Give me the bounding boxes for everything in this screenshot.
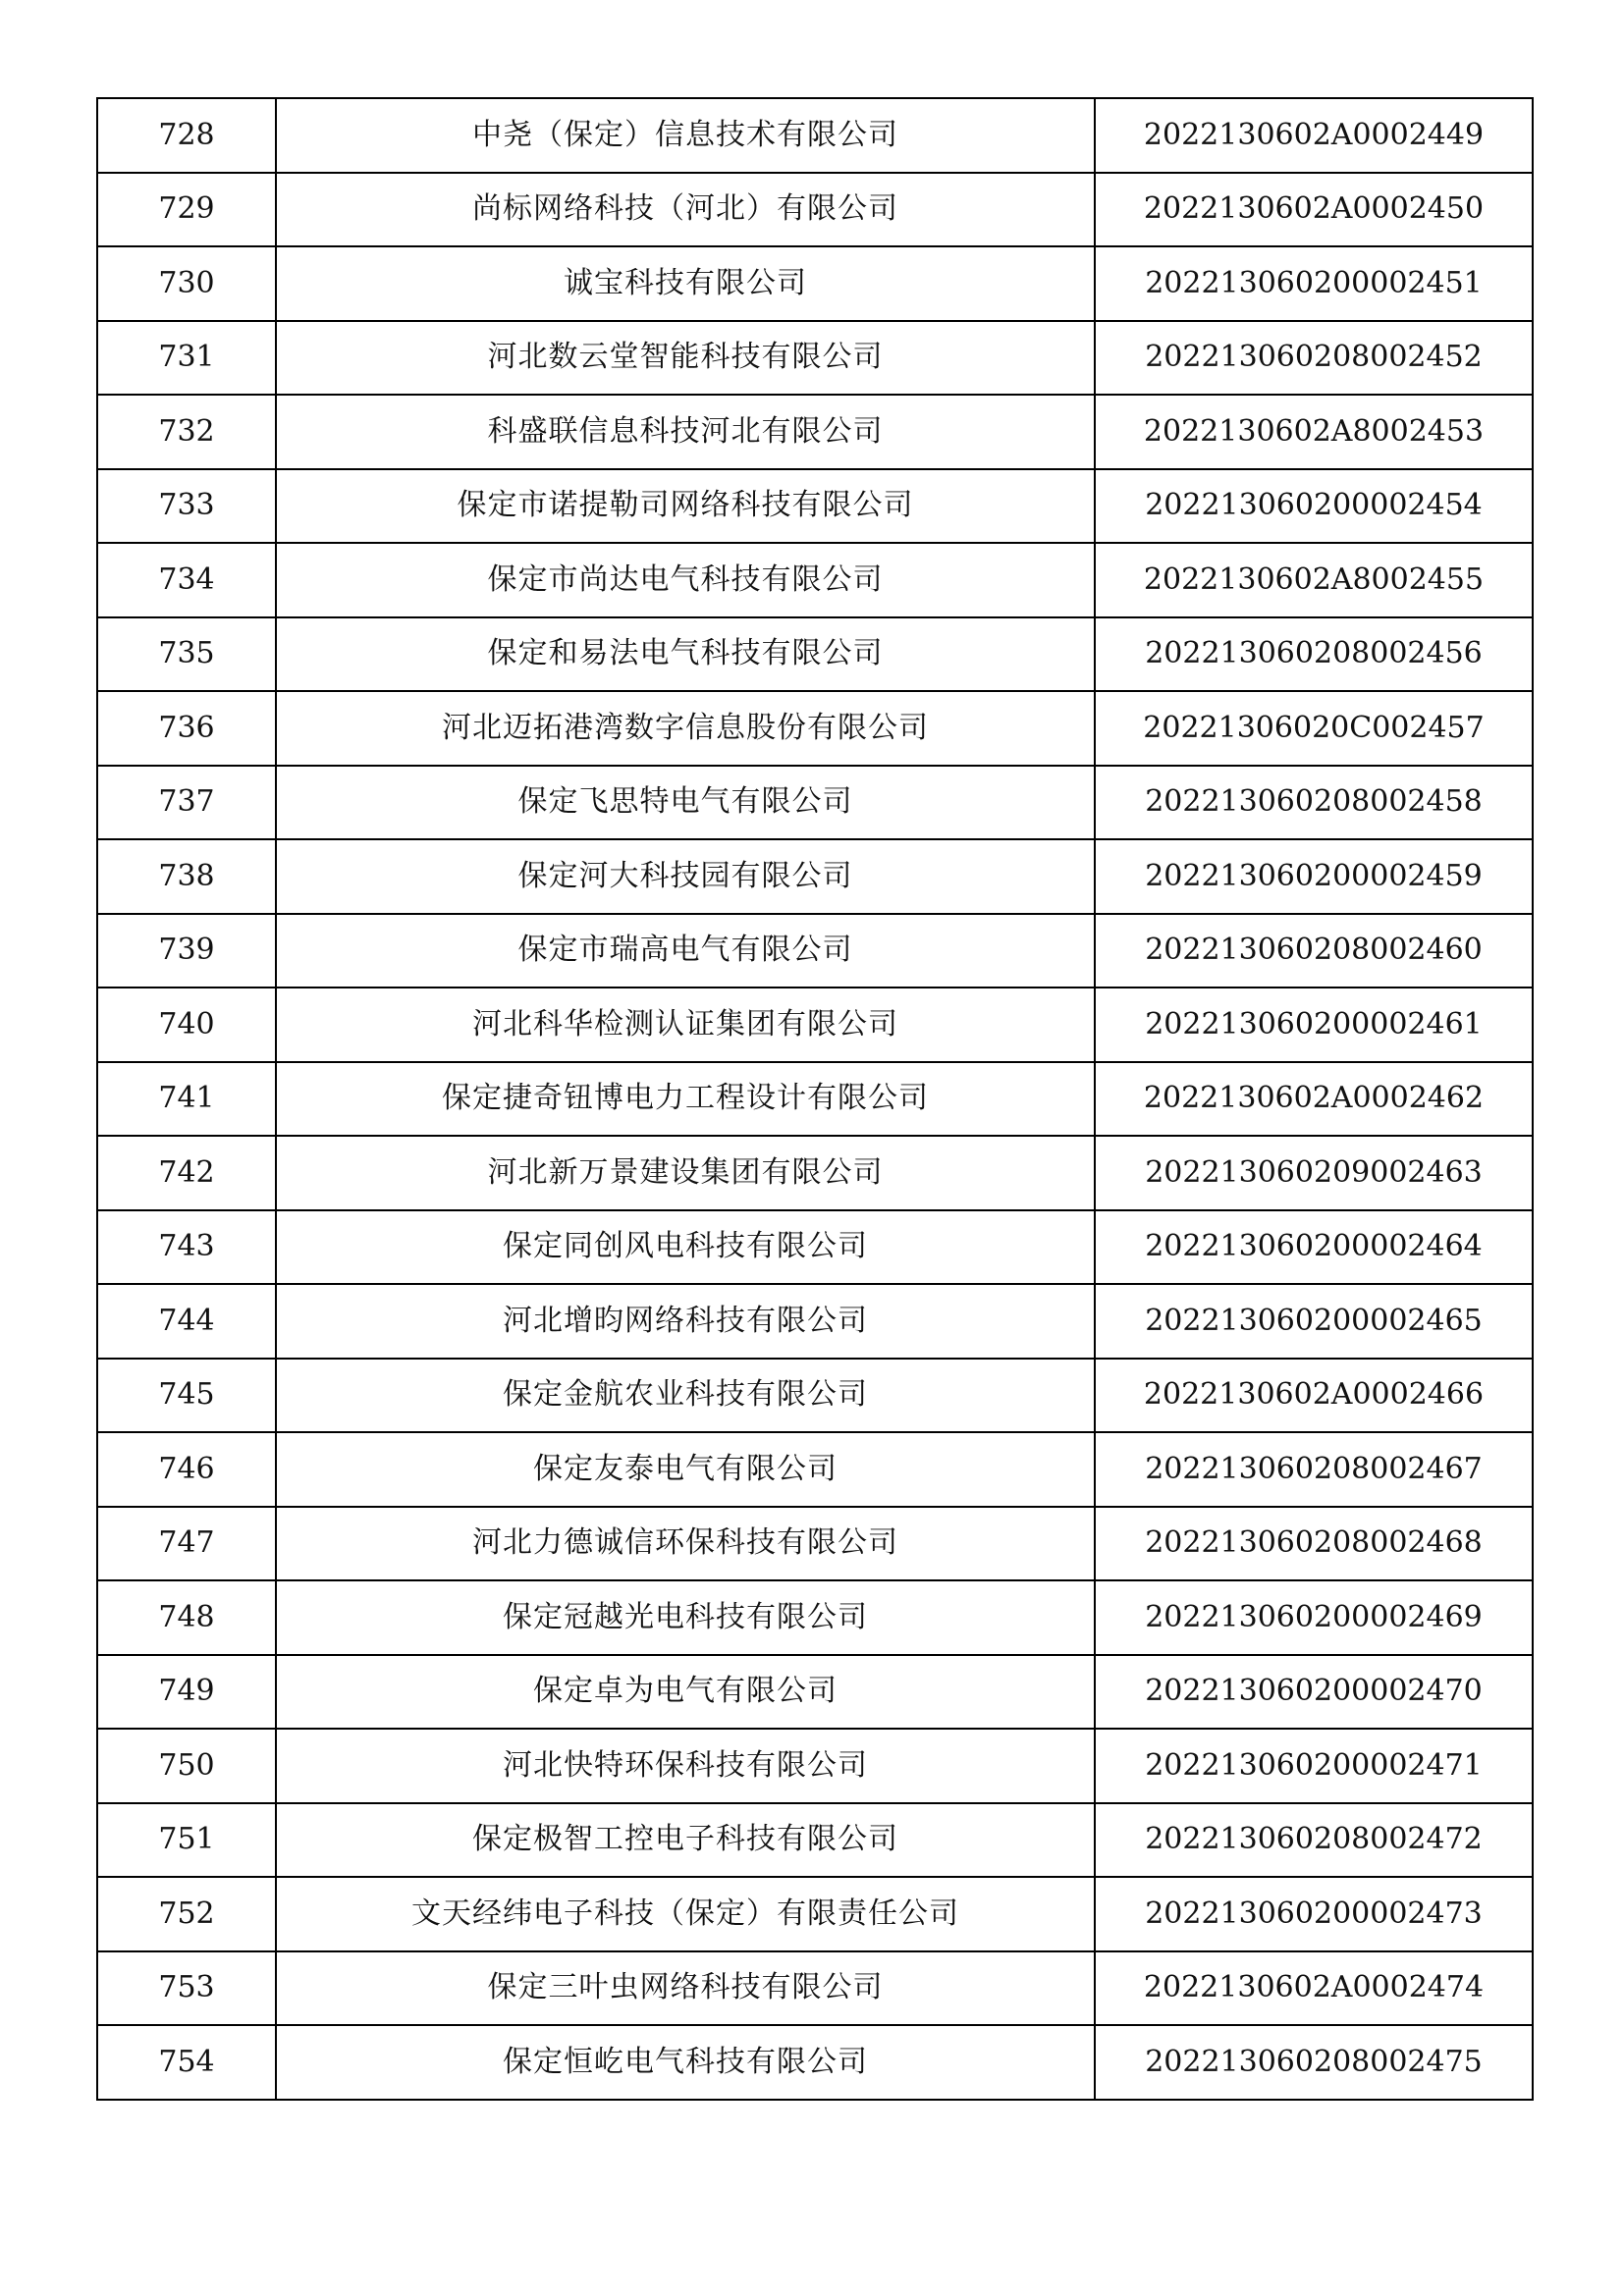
registration-code: 202213060200002471 xyxy=(1095,1729,1533,1803)
table-row xyxy=(97,1210,1533,1285)
row-number: 743 xyxy=(97,1210,276,1285)
table-row xyxy=(97,914,1533,988)
registration-code: 202213060208002467 xyxy=(1095,1432,1533,1507)
registry-table-container xyxy=(96,97,1532,2101)
company-name: 保定极智工控电子科技有限公司 xyxy=(276,1803,1095,1878)
company-name: 保定三叶虫网络科技有限公司 xyxy=(276,1951,1095,2026)
row-number: 736 xyxy=(97,691,276,766)
registration-code: 202213060208002468 xyxy=(1095,1507,1533,1581)
registration-code: 202213060200002473 xyxy=(1095,1877,1533,1951)
company-name: 保定市瑞高电气有限公司 xyxy=(276,914,1095,988)
table-row xyxy=(97,1803,1533,1878)
table-row xyxy=(97,988,1533,1062)
row-number: 739 xyxy=(97,914,276,988)
row-number: 738 xyxy=(97,839,276,914)
row-number: 749 xyxy=(97,1655,276,1730)
table-row xyxy=(97,1359,1533,1433)
row-number: 740 xyxy=(97,988,276,1062)
company-name: 保定同创风电科技有限公司 xyxy=(276,1210,1095,1285)
company-name: 保定捷奇钮博电力工程设计有限公司 xyxy=(276,1062,1095,1137)
row-number: 728 xyxy=(97,98,276,173)
table-row xyxy=(97,1951,1533,2026)
registration-code: 202213060208002472 xyxy=(1095,1803,1533,1878)
row-number: 734 xyxy=(97,543,276,617)
registration-code: 2022130602A0002462 xyxy=(1095,1062,1533,1137)
row-number: 752 xyxy=(97,1877,276,1951)
registration-code: 202213060209002463 xyxy=(1095,1136,1533,1210)
registration-code: 202213060200002469 xyxy=(1095,1580,1533,1655)
table-row xyxy=(97,246,1533,321)
registration-code: 202213060208002456 xyxy=(1095,617,1533,692)
table-row xyxy=(97,839,1533,914)
company-name: 河北力德诚信环保科技有限公司 xyxy=(276,1507,1095,1581)
company-name: 科盛联信息科技河北有限公司 xyxy=(276,395,1095,469)
row-number: 750 xyxy=(97,1729,276,1803)
company-name: 保定和易法电气科技有限公司 xyxy=(276,617,1095,692)
table-row xyxy=(97,1062,1533,1137)
registration-code: 202213060200002464 xyxy=(1095,1210,1533,1285)
table-row xyxy=(97,321,1533,396)
table-row xyxy=(97,766,1533,840)
table-row xyxy=(97,1729,1533,1803)
company-name: 保定卓为电气有限公司 xyxy=(276,1655,1095,1730)
company-name: 保定金航农业科技有限公司 xyxy=(276,1359,1095,1433)
row-number: 742 xyxy=(97,1136,276,1210)
registration-code: 2022130602A0002474 xyxy=(1095,1951,1533,2026)
table-row xyxy=(97,617,1533,692)
company-name: 保定河大科技园有限公司 xyxy=(276,839,1095,914)
table-row xyxy=(97,1580,1533,1655)
registration-code: 202213060200002470 xyxy=(1095,1655,1533,1730)
company-name: 保定友泰电气有限公司 xyxy=(276,1432,1095,1507)
row-number: 733 xyxy=(97,469,276,544)
company-name: 保定飞思特电气有限公司 xyxy=(276,766,1095,840)
row-number: 729 xyxy=(97,173,276,247)
table-row xyxy=(97,173,1533,247)
registration-code: 202213060200002459 xyxy=(1095,839,1533,914)
registration-code: 202213060200002461 xyxy=(1095,988,1533,1062)
table-row xyxy=(97,98,1533,173)
company-name: 尚标网络科技（河北）有限公司 xyxy=(276,173,1095,247)
registration-code: 202213060200002454 xyxy=(1095,469,1533,544)
registration-code: 2022130602A0002450 xyxy=(1095,173,1533,247)
table-row xyxy=(97,1877,1533,1951)
table-row xyxy=(97,1136,1533,1210)
table-row xyxy=(97,1432,1533,1507)
registration-code: 202213060208002452 xyxy=(1095,321,1533,396)
table-row xyxy=(97,1655,1533,1730)
table-row xyxy=(97,2025,1533,2100)
row-number: 730 xyxy=(97,246,276,321)
registry-table xyxy=(96,97,1534,2101)
company-name: 中尧（保定）信息技术有限公司 xyxy=(276,98,1095,173)
registration-code: 202213060208002460 xyxy=(1095,914,1533,988)
company-name: 保定市诺提勒司网络科技有限公司 xyxy=(276,469,1095,544)
table-row xyxy=(97,543,1533,617)
row-number: 748 xyxy=(97,1580,276,1655)
row-number: 753 xyxy=(97,1951,276,2026)
company-name: 文天经纬电子科技（保定）有限责任公司 xyxy=(276,1877,1095,1951)
row-number: 735 xyxy=(97,617,276,692)
registration-code: 202213060208002458 xyxy=(1095,766,1533,840)
table-row xyxy=(97,1507,1533,1581)
registration-code: 202213060208002475 xyxy=(1095,2025,1533,2100)
registration-code: 20221306020C002457 xyxy=(1095,691,1533,766)
table-row xyxy=(97,691,1533,766)
registration-code: 2022130602A0002449 xyxy=(1095,98,1533,173)
registration-code: 2022130602A8002455 xyxy=(1095,543,1533,617)
row-number: 731 xyxy=(97,321,276,396)
company-name: 河北迈拓港湾数字信息股份有限公司 xyxy=(276,691,1095,766)
registration-code: 202213060200002465 xyxy=(1095,1284,1533,1359)
row-number: 754 xyxy=(97,2025,276,2100)
company-name: 河北数云堂智能科技有限公司 xyxy=(276,321,1095,396)
table-row xyxy=(97,469,1533,544)
company-name: 河北新万景建设集团有限公司 xyxy=(276,1136,1095,1210)
company-name: 保定冠越光电科技有限公司 xyxy=(276,1580,1095,1655)
company-name: 保定市尚达电气科技有限公司 xyxy=(276,543,1095,617)
row-number: 751 xyxy=(97,1803,276,1878)
registration-code: 2022130602A8002453 xyxy=(1095,395,1533,469)
table-row xyxy=(97,395,1533,469)
row-number: 745 xyxy=(97,1359,276,1433)
row-number: 741 xyxy=(97,1062,276,1137)
row-number: 737 xyxy=(97,766,276,840)
row-number: 732 xyxy=(97,395,276,469)
row-number: 744 xyxy=(97,1284,276,1359)
company-name: 河北增昀网络科技有限公司 xyxy=(276,1284,1095,1359)
row-number: 746 xyxy=(97,1432,276,1507)
registration-code: 2022130602A0002466 xyxy=(1095,1359,1533,1433)
row-number: 747 xyxy=(97,1507,276,1581)
company-name: 保定恒屹电气科技有限公司 xyxy=(276,2025,1095,2100)
company-name: 河北快特环保科技有限公司 xyxy=(276,1729,1095,1803)
registration-code: 202213060200002451 xyxy=(1095,246,1533,321)
company-name: 诚宝科技有限公司 xyxy=(276,246,1095,321)
registry-table-body xyxy=(97,98,1533,2100)
company-name: 河北科华检测认证集团有限公司 xyxy=(276,988,1095,1062)
table-row xyxy=(97,1284,1533,1359)
